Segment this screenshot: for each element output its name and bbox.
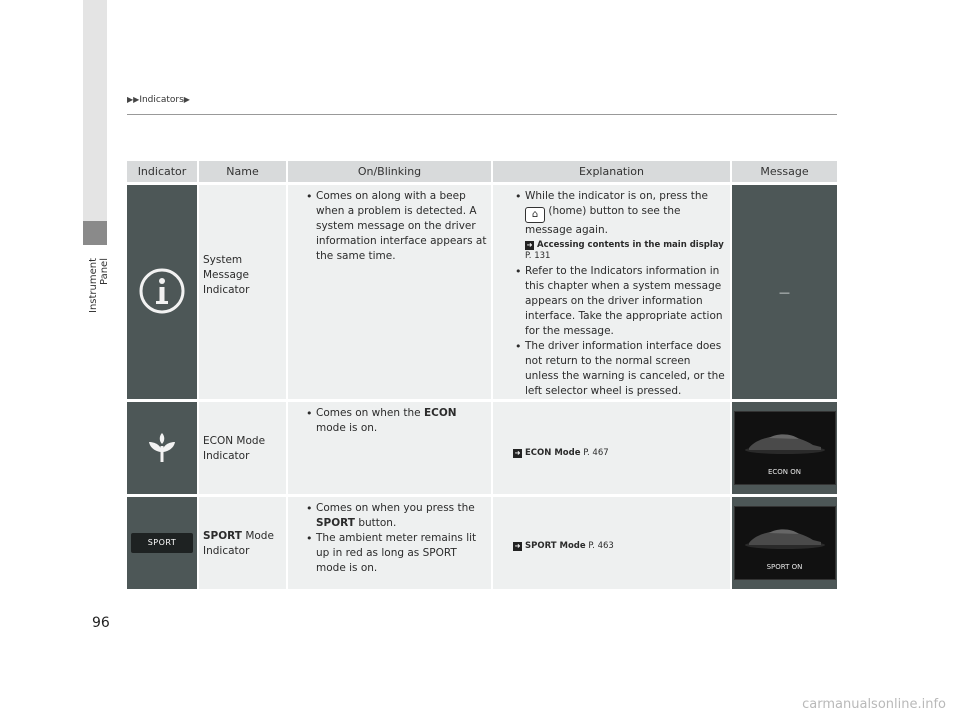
on-blinking-cell [288, 497, 493, 589]
header-rule [127, 114, 837, 115]
message-cell [732, 497, 837, 589]
message-cell [732, 402, 837, 494]
name-cell [199, 497, 288, 589]
cross-reference[interactable] [513, 503, 726, 552]
list-item [316, 501, 487, 531]
list-item [525, 189, 726, 262]
car-silhouette-icon [735, 418, 835, 468]
explanation-cell [493, 402, 732, 494]
column-header-message: Message [732, 161, 837, 182]
sidebar-track [83, 0, 107, 221]
name-line: Indicator [203, 450, 250, 462]
list-item [316, 406, 487, 436]
message-screen-image [734, 411, 836, 485]
column-header-explanation: Explanation [493, 161, 732, 182]
home-icon: ⌂ [525, 207, 545, 223]
list-item: • Comes on along with a beep when a problem is detected. A system message on the driver information interface appears at the same time. [316, 189, 487, 264]
onb-text: mode is on. [316, 422, 378, 434]
name-line: ECON Mode [203, 435, 266, 447]
indicator-cell [127, 497, 199, 589]
message-dash: — [779, 285, 790, 299]
explanation-cell [493, 185, 732, 399]
on-blinking-cell [288, 402, 493, 494]
list-item: • Refer to the Indicators information in this chapter when a system message appears on the driver information interface. Take the appropriate action for the message. [525, 264, 726, 339]
watermark: carmanualsonline.info [802, 697, 946, 712]
column-header-indicator: Indicator [127, 161, 199, 182]
xref-page[interactable]: P. 463 [588, 541, 614, 551]
table-row [127, 185, 837, 399]
column-header-on-blinking: On/Blinking [288, 161, 493, 182]
list-item: • The driver information interface does not return to the normal screen unless the warning is canceled, or the left selector wheel is pressed. [525, 339, 726, 399]
table-row [127, 497, 837, 589]
onb-text: Comes on when the [316, 407, 421, 419]
table-header-row [127, 161, 837, 182]
sidebar-section-label: Instrument Panel [88, 258, 110, 314]
name-cell [199, 185, 288, 399]
xref-page[interactable]: P. 467 [583, 448, 609, 458]
table-row [127, 402, 837, 494]
message-cell [732, 185, 837, 399]
cross-reference[interactable] [513, 408, 726, 459]
message-screen-image [734, 506, 836, 580]
name-bold: SPORT [203, 530, 242, 542]
column-header-name: Name [199, 161, 288, 182]
name-line: Message [203, 269, 250, 281]
explanation-text: (home) button to see the message again. [525, 205, 681, 236]
xref-arrow-icon: ➜ [514, 542, 521, 550]
xref-title[interactable]: ECON Mode [525, 448, 581, 458]
cross-reference[interactable] [525, 240, 726, 262]
xref-page[interactable]: P. 131 [525, 251, 551, 261]
explanation-text: While the indicator is on, press the [525, 190, 708, 202]
xref-arrow-icon: ➜ [514, 449, 521, 457]
page-number: 96 [92, 615, 110, 631]
name-cell [199, 402, 288, 494]
xref-arrow-icon: ➜ [526, 241, 533, 249]
xref-title[interactable]: SPORT Mode [525, 541, 586, 551]
sidebar-tab-marker [83, 221, 107, 245]
name-line: Indicator [203, 284, 250, 296]
onb-text: button. [358, 517, 397, 529]
onb-bold: SPORT [316, 517, 355, 529]
breadcrumb-arrow-icon: ▶▶ [127, 95, 140, 104]
screen-caption: SPORT ON [766, 563, 803, 571]
breadcrumb [127, 95, 190, 105]
list-item: • The ambient meter remains lit up in red as long as SPORT mode is on. [316, 531, 487, 576]
onb-text: Comes on when you press the [316, 502, 475, 514]
explanation-cell [493, 497, 732, 589]
sport-indicator-icon: SPORT [131, 533, 193, 553]
name-line [203, 529, 282, 544]
indicator-cell [127, 402, 199, 494]
indicator-table [127, 158, 837, 592]
breadcrumb-text[interactable]: Indicators [139, 95, 184, 105]
name-text: Mode [245, 530, 274, 542]
on-blinking-cell [288, 185, 493, 399]
indicator-cell [127, 185, 199, 399]
screen-caption: ECON ON [767, 468, 802, 476]
econ-leaf-icon [144, 432, 180, 462]
info-icon [139, 268, 185, 314]
onb-bold: ECON [423, 407, 457, 419]
name-line: Indicator [203, 545, 250, 557]
xref-title[interactable]: Accessing contents in the main display [537, 240, 724, 250]
name-line: System [203, 254, 243, 266]
car-silhouette-icon [735, 513, 835, 563]
breadcrumb-arrow-icon: ▶ [183, 95, 190, 104]
